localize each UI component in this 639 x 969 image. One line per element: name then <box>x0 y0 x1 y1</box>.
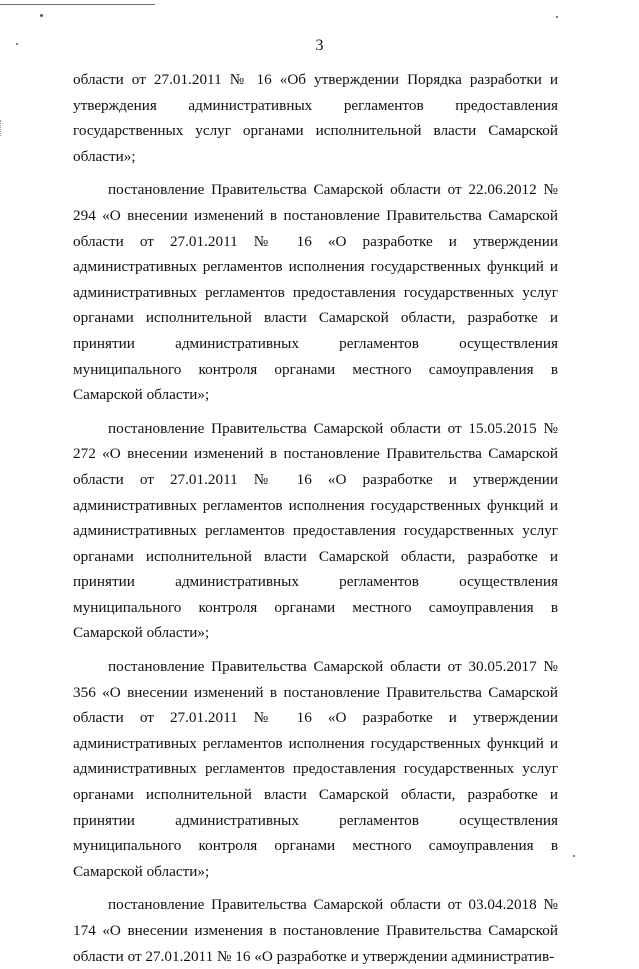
paragraph: постановление Правительства Самарской области от 03.04.2018 № 174 «О внесении изменения в постановление Правительства Самарской области от 27.01.2011 № 16 «О разработке и утверждении административ- <box>73 896 558 965</box>
page-number: 3 <box>315 37 324 54</box>
scan-speck <box>556 16 558 18</box>
paragraph: постановление Правительства Самарской области от 15.05.2015 № 272 «О внесении изменений в постановление Правительства Самарской области от 27.01.2011 № 16 «О разработке и утверждении административных регламентов исполнения государственных функций и административных регламентов предоставления государственных услуг органами исполнительной власти Самарской области, разработке и принятии административных регламентов осуществления муниципального контроля органами местного самоуправления в Самарской области»; <box>73 419 558 642</box>
scan-margin-mark <box>0 120 3 136</box>
paragraph: области от 27.01.2011 № 16 «Об утверждении Порядка разработки и утверждения административных регламентов предоставления государственных услуг органами исполнительной власти Самарской области»; <box>73 71 558 165</box>
document-body <box>73 67 558 969</box>
paragraph: постановление Правительства Самарской области от 22.06.2012 № 294 «О внесении изменений в постановление Правительства Самарской области от 27.01.2011 № 16 «О разработке и утверждении административных регламентов исполнения государственных функций и административных регламентов предоставления государственных услуг органами исполнительной власти Самарской области, разработке и принятии административных регламентов осуществления муниципального контроля органами местного самоуправления в Самарской области»; <box>73 181 558 404</box>
scan-speck <box>40 14 43 17</box>
paragraph: постановление Правительства Самарской области от 30.05.2017 № 356 «О внесении изменений в постановление Правительства Самарской области от 27.01.2011 № 16 «О разработке и утверждении административных регламентов исполнения государственных функций и административных регламентов предоставления государственных услуг органами исполнительной власти Самарской области, разработке и принятии административных регламентов осуществления муниципального контроля органами местного самоуправления в Самарской области»; <box>73 658 558 880</box>
scan-top-edge-line <box>0 4 155 5</box>
scan-speck <box>573 855 575 857</box>
